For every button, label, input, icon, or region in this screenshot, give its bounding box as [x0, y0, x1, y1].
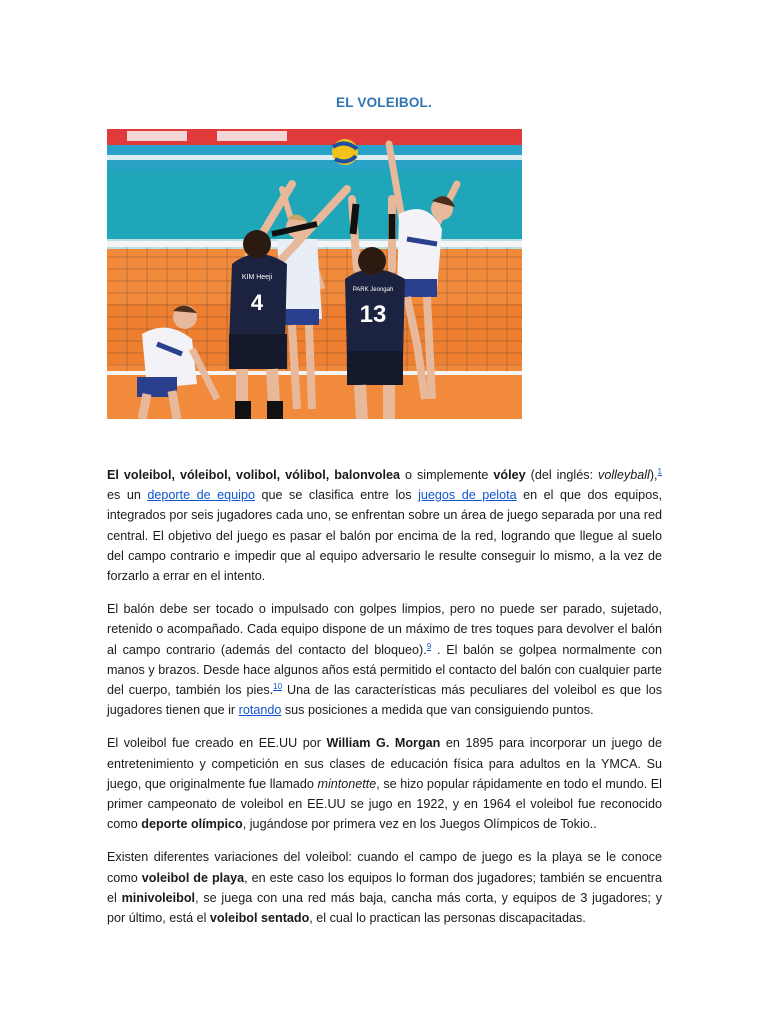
text-span: , se hizo popular rápidamente en todo el mundo. El primer campeonato de voleibol en EE.UU se jugo en 1922, y en 1964 el voleibol fue reconocido como — [107, 776, 662, 832]
paragraph-3 — [107, 733, 662, 834]
text-span: sus posiciones a medida que van consiguiendo puntos. — [281, 703, 594, 718]
text-span: en 1895 para incorporar un juego de entretenimiento y competición en sus clases de educación física para adultos en la YMCA. Su juego, que originalmente fue llamado — [107, 736, 662, 791]
text-span: , el cual lo practican las personas discapacitadas. — [309, 911, 586, 926]
article-body — [107, 465, 662, 941]
footnote-10[interactable]: 10 — [273, 682, 283, 692]
text-span: ) — [649, 468, 655, 482]
text-span: , se juega con una red más baja, cancha más corta, y equipos de 3 jugadores; y por último, está el — [107, 890, 662, 926]
text-span: que se clasifica entre los — [254, 488, 419, 503]
footnote-9[interactable]: 9 — [426, 641, 432, 651]
paragraph-1 — [107, 465, 662, 586]
term-names: El voleibol, vóleibol, volibol, vólibol, balonvolea — [107, 468, 400, 482]
jersey-number-13: 13 — [359, 301, 387, 328]
volleyball-photo — [107, 129, 522, 419]
text-span: , jugándose por primera vez en los Juegos Olímpicos de Tokio.. — [242, 817, 597, 832]
term-voleibol-sentado: voleibol sentado — [209, 911, 310, 926]
paragraph-4 — [107, 847, 662, 928]
text-span: . El balón se golpea normalmente con manos y brazos. Desde hace algunos años está permitido el contacto del balón con cualquier parte del cuerpo, también los pies. — [107, 642, 662, 698]
text-span: Una de las características más peculiares del voleibol es que los jugadores tienen que ir — [107, 683, 662, 718]
text-span: El voleibol fue creado en EE.UU por — [107, 736, 327, 751]
text-span: , en este caso los equipos lo forman dos jugadores; también se encuentra el — [107, 870, 663, 905]
text-span: (del inglés: — [525, 468, 599, 482]
text-span: El balón debe ser tocado o impulsado con golpes limpios, pero no puede ser parado, sujetado, retenido o acompañado. Cada equipo dispone de un máximo de tres toques para devolver el balón al campo contrario (además del contacto del bloqueo). — [107, 602, 662, 657]
link-juegos-de-pelota[interactable]: juegos de pelota — [418, 488, 517, 503]
text-span: , — [654, 468, 658, 482]
term-william-g-morgan: William G. Morgan — [326, 736, 441, 751]
term-voley: vóley — [493, 468, 526, 482]
term-mintonette: mintonette — [317, 776, 377, 791]
text-span: en el que dos equipos, integrados por seis jugadores cada uno, se enfrentan sobre un área de juego separada por una red central. El objetivo del juego es pasar el balón por encima de la red, logrando que llegue al suelo del campo contrario e impedir que al equipo adversario le resulte conseguir lo mismo, a la vez de forzarlo a errar en el intento. — [107, 488, 662, 584]
footnote-1[interactable]: 1 — [657, 467, 662, 476]
link-rotando[interactable]: rotando — [238, 703, 282, 718]
term-volleyball: volleyball — [598, 468, 650, 482]
text-span: Existen diferentes variaciones del voleibol: cuando el campo de juego es la playa se le conoce como — [107, 850, 662, 885]
link-deporte-de-equipo[interactable]: deporte de equipo — [147, 488, 255, 503]
term-voleibol-de-playa: voleibol de playa — [141, 870, 245, 885]
text-span: o simplemente — [400, 468, 494, 482]
jersey-number-4: 4 — [250, 290, 264, 315]
term-deporte-olimpico: deporte olímpico — [141, 817, 243, 832]
volleyball-ball — [332, 139, 358, 165]
term-minivoleibol: minivoleibol — [121, 890, 196, 905]
text-span: es un — [107, 488, 148, 503]
paragraph-2 — [107, 599, 662, 720]
page-title: EL VOLEIBOL. — [336, 95, 432, 110]
jersey-name-4: KIM Heeji — [241, 274, 273, 281]
jersey-name-13: PARK Jeongah — [352, 287, 394, 293]
